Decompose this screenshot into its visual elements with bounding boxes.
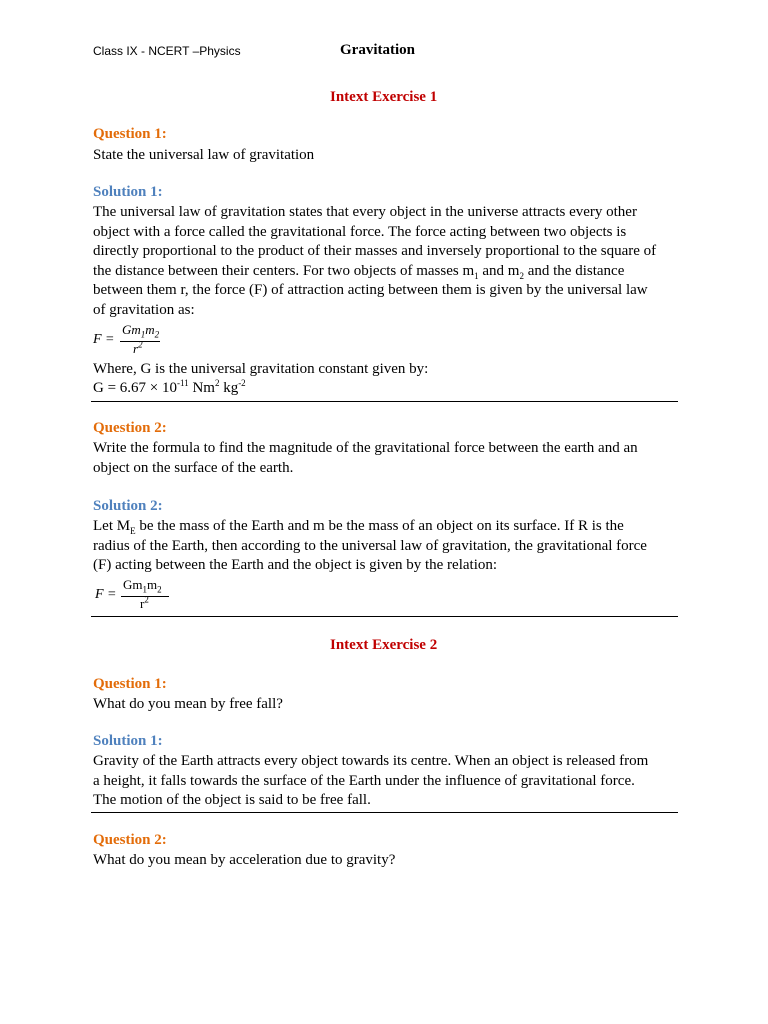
section-divider [91, 616, 678, 617]
section-divider [91, 812, 678, 813]
exercise-1-title: Intext Exercise 1 [330, 89, 438, 105]
ex2-solution-1-heading: Solution 1: [93, 733, 163, 749]
question-line: Write the formula to find the magnitude of the gravitational force between the earth and an [93, 440, 638, 456]
question-line: object on the surface of the earth. [93, 459, 294, 476]
class-label: Class IX - NCERT –Physics [93, 44, 241, 58]
solution-line: radius of the Earth, then according to the universal law of gravitation, the gravitational force [93, 537, 647, 554]
gravitation-formula-1 [93, 322, 183, 362]
solution-line: of gravitation as: [93, 301, 195, 318]
formula-numerator: $Gm_1m_2$ [123, 577, 162, 595]
formula-denominator: $r^2$ [140, 594, 149, 611]
formula-numerator: $Gm_1m_2$ [122, 322, 160, 340]
ex1-solution-1-text [93, 203, 683, 320]
ex1-solution-2-text [93, 517, 683, 576]
ex2-question-2-text: What do you mean by acceleration due to gravity? [93, 852, 396, 868]
ex2-question-1-heading: Question 1: [93, 676, 167, 692]
formula-lhs: F = [93, 332, 115, 347]
gravitation-constant-intro: Where, G is the universal gravitation constant given by: [93, 361, 429, 377]
ex1-question-1-text: State the universal law of gravitation [93, 147, 315, 163]
ex2-solution-1-text [93, 752, 683, 811]
exercise-2-title: Intext Exercise 2 [330, 637, 438, 653]
solution-line: The universal law of gravitation states that every object in the universe attracts every other [93, 204, 637, 220]
formula-lhs: F = [95, 587, 117, 602]
ex1-question-2-heading: Question 2: [93, 420, 167, 436]
ex2-question-2-heading: Question 2: [93, 832, 167, 848]
solution-line: directly proportional to the product of their masses and inversely proportional to the square of [93, 243, 657, 259]
ex1-solution-2-heading: Solution 2: [93, 498, 163, 514]
solution-line: object with a force called the gravitational force. The force acting between two objects is [93, 223, 627, 240]
ex1-question-1-heading: Question 1: [93, 126, 167, 142]
solution-line: (F) acting between the Earth and the object is given by the relation: [93, 557, 498, 573]
solution-line: between them r, the force (F) of attraction acting between them is given by the universal law [93, 282, 648, 298]
ex2-question-1-text: What do you mean by free fall? [93, 696, 283, 712]
solution-line: a height, it falls towards the surface of the Earth under the influence of gravitational force. [93, 772, 635, 789]
solution-line-mass-earth: Let $M_E$ be the mass of the Earth and m be the mass of an object on its surface. If R is the [93, 518, 624, 536]
chapter-title: Gravitation [340, 42, 415, 58]
ex1-solution-1-heading: Solution 1: [93, 184, 163, 200]
solution-line: The motion of the object is said to be free fall. [93, 792, 371, 808]
solution-line-masses: the distance between their centers. For two objects of masses $m_1$ and $m_2$ and the distance [93, 262, 625, 281]
ex1-question-2-text [93, 439, 683, 478]
gravitation-formula-2 [95, 577, 185, 617]
solution-line: Gravity of the Earth attracts every object towards its centre. When an object is released from [93, 753, 649, 769]
formula-denominator: $r^2$ [133, 339, 143, 356]
section-divider [91, 401, 678, 402]
gravitation-constant-value: $G = 6.67 \times 10^{-11}$ Nm$^2$ $kg^{-2}$ [93, 378, 246, 396]
